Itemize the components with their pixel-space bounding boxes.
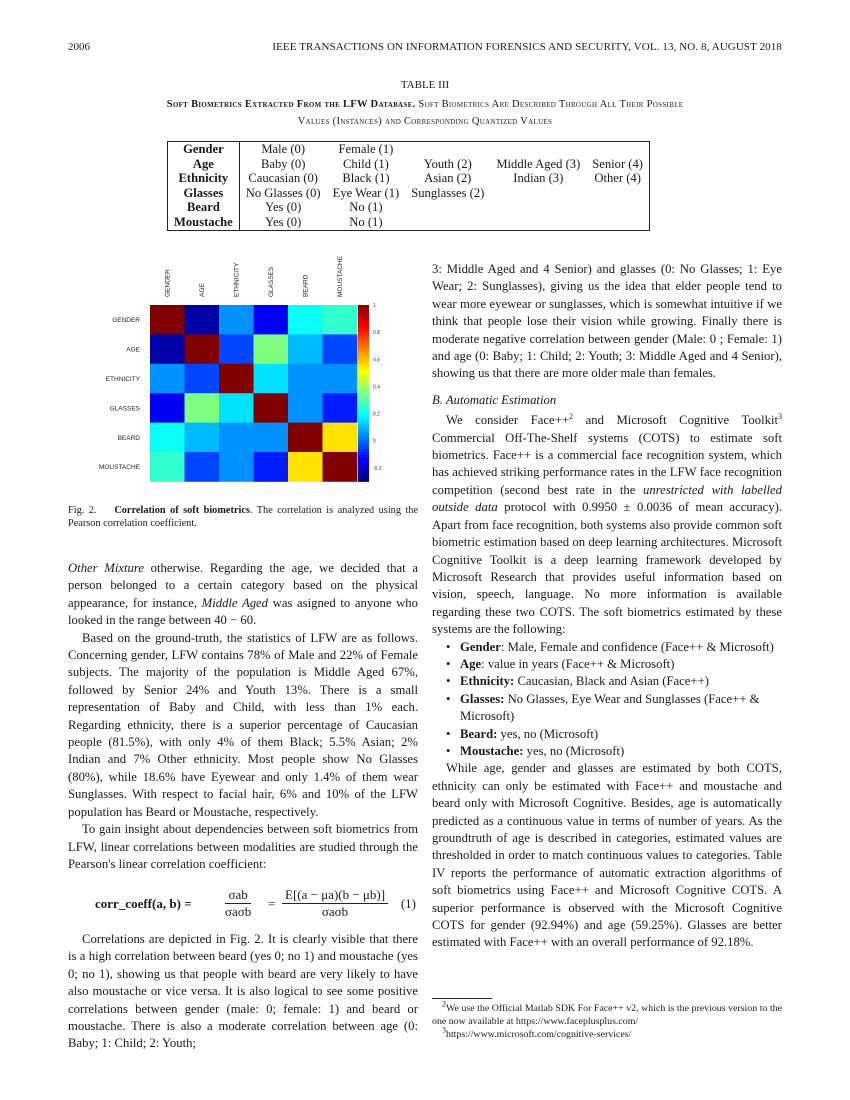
equation-fraction-1	[225, 887, 251, 920]
heatmap-cell	[323, 334, 358, 364]
table-row-header: Glasses	[168, 186, 240, 201]
list-item	[446, 656, 782, 673]
colorbar-segment	[358, 340, 369, 343]
list-item-term: Moustache:	[460, 743, 524, 758]
left-paragraph-3: To gain insight about dependencies between soft biometrics from LFW, linear correlations between modalities are studied through the Pearson's linear correlation coefficient:	[68, 822, 418, 871]
footnote-3	[432, 1025, 782, 1042]
table-cell: Yes (0)	[239, 215, 326, 230]
correlation-heatmap	[68, 255, 418, 495]
list-item	[446, 726, 782, 743]
heatmap-cell	[150, 423, 185, 453]
colorbar-segment	[358, 428, 369, 431]
colorbar-segment	[358, 343, 369, 346]
table-row-header: Gender	[168, 142, 240, 157]
list-item-term: Ethnicity:	[460, 674, 515, 689]
table-cell: No (1)	[349, 200, 383, 215]
colorbar-segment	[358, 379, 369, 382]
list-item	[446, 673, 782, 690]
colorbar-segment	[358, 476, 369, 479]
list-item-text: yes, no (Microsoft)	[497, 726, 599, 741]
heatmap-column-label: GLASSES	[267, 266, 275, 297]
table-row-header: Age	[168, 157, 240, 172]
colorbar-segment	[358, 352, 369, 355]
list-item	[446, 639, 782, 656]
left-paragraph-2: Based on the ground-truth, the statistics of LFW are as follows. Concerning gender, LFW contains 78% of Male and 22% of Female subjects. The majority of the population is Middle Aged 67%, followed by Senior 24% and Youth 13%. There is a small representation of Baby and Child, with less than 1% each. Regarding ethnicity, there is a superior percentage of Caucasian people (81.5%), with only 4% of them Black; 5.5% Asian; 2% Indian and 7% Other ethnicity. Most people show No Glasses (80%), while 18.6% have Eyewear and only 1.4% of them wear Sunglasses. With respect to facial hair, 6% and 10% of the LFW population has Beard or Moustache, respectively.	[68, 630, 418, 819]
table-cell	[490, 200, 586, 215]
table-cell: Female (1)	[327, 142, 406, 157]
list-item-term: Gender	[460, 639, 501, 654]
heatmap-cell	[254, 452, 289, 482]
table-cell: Other (4)	[586, 171, 649, 186]
heatmap-cell	[219, 393, 254, 423]
table-cell: Youth (2)	[423, 156, 472, 171]
heatmap-cell	[185, 452, 220, 482]
table-cell	[490, 142, 586, 157]
colorbar-tick-label: 0	[373, 438, 376, 445]
list-item-text: : value in years (Face++ & Microsoft)	[481, 656, 675, 671]
heatmap-cell	[323, 452, 358, 482]
heatmap-cell	[219, 423, 254, 453]
footnote-marker: 2	[569, 412, 574, 422]
table-row-header: Beard	[168, 200, 240, 215]
list-item	[446, 691, 782, 726]
table-row	[168, 171, 650, 186]
colorbar-segment	[358, 370, 369, 373]
colorbar-segment	[358, 329, 369, 332]
colorbar-segment	[358, 443, 369, 446]
heatmap-cell	[185, 364, 220, 394]
colorbar-segment	[358, 411, 369, 414]
table-cell	[405, 215, 490, 230]
left-paragraph-1	[68, 560, 418, 630]
heatmap-cell	[150, 364, 185, 394]
table-cell	[586, 186, 649, 201]
text-span: was asigned to anyone who looked in the range between 40 − 60.	[68, 595, 418, 628]
colorbar-segment	[358, 437, 369, 440]
colorbar-segment	[358, 364, 369, 367]
heatmap-cell	[323, 364, 358, 394]
table-cell	[586, 215, 649, 230]
heatmap-cell	[254, 393, 289, 423]
heatmap-cell	[185, 423, 220, 453]
footnote-rule	[432, 998, 492, 999]
table-row-header: Ethnicity	[168, 171, 240, 186]
colorbar-segment	[358, 376, 369, 379]
colorbar-segment	[358, 423, 369, 426]
heatmap-cell	[323, 423, 358, 453]
correlation-heatmap-figure	[68, 255, 418, 495]
italic-term: Other Mixture	[68, 561, 144, 575]
equation-1	[68, 883, 418, 929]
heatmap-cell	[219, 364, 254, 394]
heatmap-column-label: MOUSTACHE	[336, 255, 344, 297]
fraction-denominator: σaσb	[225, 904, 252, 919]
table-cell: Child (1)	[343, 156, 389, 171]
text-span: and Microsoft Cognitive Toolkit	[573, 413, 778, 428]
heatmap-cell	[150, 334, 185, 364]
right-paragraph-2	[432, 412, 782, 638]
fraction-numerator: E[(a − μa)(b − μb)]	[282, 887, 388, 904]
table-cell: Caucasian (0)	[239, 171, 326, 186]
heatmap-row-label: BEARD	[117, 434, 140, 442]
cots-feature-list	[432, 639, 782, 761]
colorbar-segment	[358, 358, 369, 361]
footnote-marker: 3	[442, 1025, 446, 1035]
heatmap-cell	[150, 393, 185, 423]
italic-term: unrestricted with labelled outside data	[432, 482, 782, 515]
equals-sign: =	[268, 896, 276, 911]
colorbar-segment	[358, 355, 369, 358]
colorbar-segment	[358, 431, 369, 434]
table-caption-title: Soft Biometrics Extracted From the LFW Database.	[166, 99, 416, 110]
text-span: We consider Face++	[446, 413, 570, 428]
heatmap-cell	[185, 305, 220, 335]
colorbar-segment	[358, 320, 369, 323]
heatmap-column-label: GENDER	[164, 269, 172, 297]
colorbar-segment	[358, 387, 369, 390]
heatmap-cell	[219, 305, 254, 335]
equation-number: (1)	[400, 896, 416, 911]
colorbar-segment	[358, 390, 369, 393]
heatmap-row-label: GLASSES	[109, 405, 140, 413]
table-cell: Senior (4)	[586, 157, 649, 172]
footnote-text: We use the Official Matlab SDK For Face++ v2, which is the previous version to the one now available at https://www.faceplusplus.com/	[432, 1003, 782, 1027]
list-item-text: yes, no (Microsoft)	[523, 743, 625, 758]
colorbar-segment	[358, 449, 369, 452]
heatmap-cell	[254, 334, 289, 364]
colorbar-segment	[358, 384, 369, 387]
heatmap-cell	[254, 364, 289, 394]
colorbar-segment	[358, 478, 369, 481]
colorbar-segment	[358, 434, 369, 437]
heatmap-cell	[254, 305, 289, 335]
table-row	[168, 215, 650, 230]
fraction-numerator: σab	[225, 887, 251, 904]
table-cell: Middle Aged (3)	[496, 156, 581, 171]
table-row	[168, 186, 650, 201]
list-item-term: Beard:	[460, 726, 498, 741]
colorbar-segment	[358, 414, 369, 417]
figure-title: Correlation of soft biometrics	[114, 505, 250, 516]
heatmap-cell	[185, 393, 220, 423]
table-cell: Eye Wear (1)	[332, 185, 400, 200]
colorbar-segment	[358, 334, 369, 337]
colorbar-segment	[358, 446, 369, 449]
right-column	[432, 261, 782, 952]
colorbar-segment	[358, 470, 369, 473]
table-cell: No Glasses (0)	[239, 186, 326, 201]
colorbar-tick-label: -0.2	[373, 465, 382, 472]
colorbar-segment	[358, 420, 369, 423]
table-cell: Sunglasses (2)	[411, 185, 485, 200]
table-row	[168, 200, 650, 215]
colorbar-segment	[358, 461, 369, 464]
colorbar-segment	[358, 473, 369, 476]
equation-lhs: corr_coeff(a, b) =	[95, 896, 192, 911]
colorbar-tick-label: 0.2	[373, 411, 380, 418]
fraction-denominator: σaσb	[321, 904, 349, 919]
heatmap-cell	[219, 452, 254, 482]
heatmap-cell	[150, 305, 185, 335]
list-item-term: Age	[460, 656, 482, 671]
colorbar-segment	[358, 346, 369, 349]
colorbar-segment	[358, 331, 369, 334]
footnote-text: https://www.microsoft.com/cognitive-services/	[446, 1029, 632, 1040]
colorbar-segment	[358, 314, 369, 317]
colorbar-tick-label: 1	[373, 303, 376, 309]
running-header: IEEE TRANSACTIONS ON INFORMATION FORENSICS AND SECURITY, VOL. 13, NO. 8, AUGUST 2018	[272, 41, 782, 53]
left-paragraph-4: Correlations are depicted in Fig. 2. It is clearly visible that there is a high correlation between beard (yes 0; no 1) and moustache (yes 0; no 1), showing us that people with beard are very likely to have also moustache or vice versa. It is also logical to see some positive correlations between gender (male: 0; female: 1) and beard or moustache. There is also a moderate correlation between age (0: Baby; 1: Child; 2: Youth;	[68, 932, 418, 1051]
left-column	[68, 560, 418, 873]
table-row	[168, 157, 650, 172]
footnote-2	[432, 999, 782, 1028]
table-cell	[490, 186, 586, 201]
colorbar-segment	[358, 417, 369, 420]
equation-fraction-2	[282, 887, 388, 920]
colorbar-segment	[358, 402, 369, 405]
figure-caption-text: . The correlation is analyzed using the Pearson correlation coefficient.	[68, 505, 419, 529]
colorbar-segment	[358, 396, 369, 399]
heatmap-column-label: ETHNICITY	[233, 262, 241, 297]
figure-label: Fig. 2.	[68, 505, 97, 516]
heatmap-cell	[288, 364, 323, 394]
list-item-term: Glasses:	[460, 691, 505, 706]
colorbar-tick-label: 0.6	[373, 357, 380, 364]
table-cell	[405, 200, 490, 215]
heatmap-cell	[254, 423, 289, 453]
table-cell: Yes (0)	[239, 200, 326, 215]
table-row	[168, 142, 650, 157]
table-cell: Baby (0)	[239, 157, 326, 172]
heatmap-cell	[219, 334, 254, 364]
colorbar-segment	[358, 405, 369, 408]
text-span: otherwise. Regarding the age, we decided that a person belonged to a certain category based on the physical appearance, for instance,	[68, 561, 418, 610]
colorbar-segment	[358, 367, 369, 370]
text-span: protocol with 0.9950 ± 0.0036 of mean accuracy). Apart from face recognition, both systems also provide common soft biometric estimation based on deep learning architectures. Microsoft Cognitive Toolkit is a deep learning framework developed by Microsoft Research that provides useful information based on vision, speech, language. No more information is available regarding these two COTS. The soft biometrics estimated by these systems are the following:	[432, 500, 782, 637]
colorbar-segment	[358, 393, 369, 396]
list-item	[446, 743, 782, 760]
page-number: 2006	[68, 41, 90, 53]
table-cell	[405, 142, 490, 157]
colorbar-segment	[358, 305, 369, 308]
text-span: Commercial Off-The-Shelf systems (COTS) to estimate soft biometrics. Face++ is a commercial face recognition system, which has achieved striking performance rates in the LFW face recognition competition (second best rate in the	[432, 430, 782, 497]
heatmap-cell	[288, 452, 323, 482]
list-item-text: No Glasses, Eye Wear and Sunglasses (Face++ & Microsoft)	[460, 691, 760, 724]
colorbar-segment	[358, 337, 369, 340]
colorbar-segment	[358, 399, 369, 402]
colorbar-segment	[358, 458, 369, 461]
heatmap-cell	[185, 334, 220, 364]
table-cell: Male (0)	[239, 142, 326, 157]
list-item-text: : Male, Female and confidence (Face++ & Microsoft)	[500, 639, 774, 654]
colorbar-segment	[358, 323, 369, 326]
list-item-text: Caucasian, Black and Asian (Face++)	[514, 674, 709, 689]
footnote-marker: 3	[778, 412, 782, 422]
table-label: TABLE III	[400, 79, 450, 91]
heatmap-cell	[288, 393, 323, 423]
italic-term: Middle Aged	[201, 595, 269, 610]
colorbar-tick-label: 0.8	[373, 330, 380, 337]
colorbar-segment	[358, 440, 369, 443]
heatmap-cell	[323, 305, 358, 335]
heatmap-row-label: GENDER	[112, 317, 140, 325]
heatmap-cell	[288, 305, 323, 335]
table-cell	[586, 200, 649, 215]
colorbar-segment	[358, 308, 369, 311]
colorbar-segment	[358, 326, 369, 329]
heatmap-cell	[150, 452, 185, 482]
heatmap-column-label: BEARD	[302, 274, 310, 297]
colorbar-segment	[358, 361, 369, 364]
right-paragraph-1: 3: Middle Aged and 4 Senior) and glasses (0: No Glasses; 1: Eye Wear; 2: Sunglasses), giving us the idea that elder people tend to wear more eyewear or sunglasses, which is somewhat intuitive if we think that people lose their vision while growing. Finally there is moderate negative correlation between gender (Male: 0 ; Female: 1) and age (0: Baby; 1: Child; 2: Youth; 3: Middle Aged and 4 Senior), showing us that there are more older male than females.	[432, 262, 782, 381]
section-heading: B. Automatic Estimation	[432, 392, 557, 407]
colorbar-segment	[358, 317, 369, 320]
footnote-marker: 2	[442, 999, 446, 1009]
left-column-bottom	[68, 931, 418, 1053]
table-cell: Black (1)	[342, 171, 390, 186]
colorbar-segment	[358, 455, 369, 458]
soft-biometrics-table	[167, 141, 650, 231]
colorbar-segment	[358, 426, 369, 429]
heatmap-row-label: AGE	[126, 346, 140, 354]
colorbar-segment	[358, 381, 369, 384]
heatmap-cell	[323, 393, 358, 423]
right-paragraph-3: While age, gender and glasses are estimated by both COTS, ethnicity can only be estimated with Face++ and moustache and beard only with Microsoft Cognitive. Besides, age is automatically predicted as a continuous value in terms of number of years. As the groundtruth of age is described in categories, estimated values are thresholded in order to match continuous values to categories. Table IV reports the performance of automatic extraction algorithms of soft biometrics using Face++ and Microsoft Cognitive COTS. A superior performance is observed with the Microsoft Cognitive COTS for gender (92.94%) and age (59.25%). Glasses are better estimated with Face++ with an overall performance of 92.18%.	[432, 761, 782, 950]
colorbar-tick-label: 0.4	[373, 384, 380, 391]
table-cell	[490, 215, 586, 230]
colorbar-segment	[358, 408, 369, 411]
colorbar-segment	[358, 464, 369, 467]
heatmap-cell	[288, 334, 323, 364]
colorbar-segment	[358, 311, 369, 314]
heatmap-column-label: AGE	[198, 283, 206, 297]
table-cell	[586, 142, 649, 157]
colorbar-segment	[358, 373, 369, 376]
colorbar-segment	[358, 467, 369, 470]
table-cell: Indian (3)	[513, 171, 564, 186]
table-cell: Asian (2)	[424, 171, 472, 186]
table-cell: No (1)	[327, 215, 406, 230]
table-caption	[150, 96, 700, 130]
table-caption-text: Soft Biometrics Are Described Through All Their Possible Values (Instances) and Corresponding Quantized Values	[297, 99, 684, 127]
figure-caption	[68, 504, 418, 530]
table-row-header: Moustache	[168, 215, 240, 230]
heatmap-row-label: ETHNICITY	[105, 376, 140, 383]
heatmap-row-label: MOUSTACHE	[98, 464, 140, 472]
colorbar-segment	[358, 452, 369, 455]
heatmap-cell	[288, 423, 323, 453]
colorbar-segment	[358, 349, 369, 352]
